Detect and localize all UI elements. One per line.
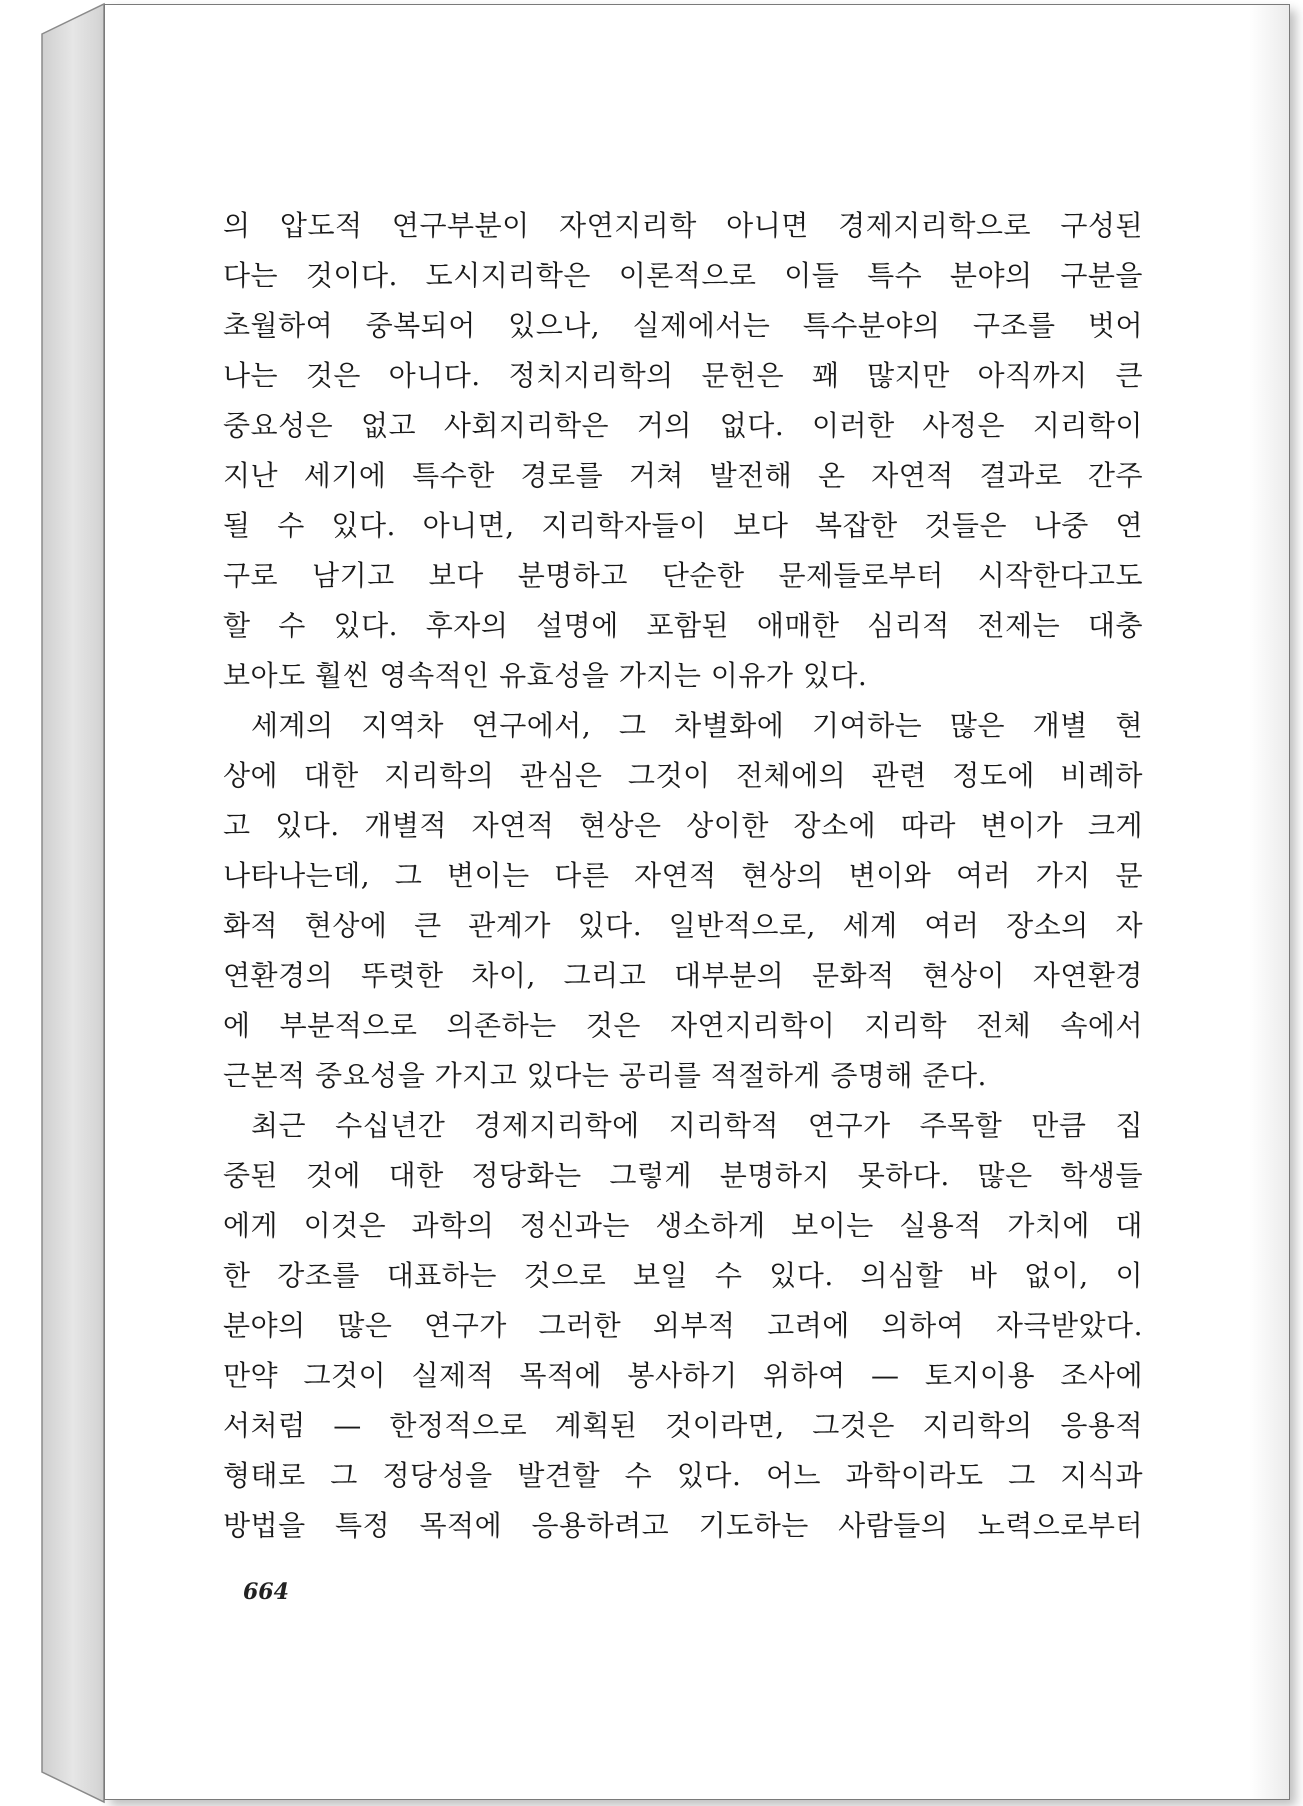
text-line: 화적 현상에 큰 관계가 있다. 일반적으로, 세계 여러 장소의 자 — [223, 909, 1143, 942]
text-line: 보아도 훨씬 영속적인 유효성을 가지는 이유가 있다. — [223, 659, 868, 692]
paragraph — [223, 701, 1143, 1101]
text-line: 만약 그것이 실제적 목적에 봉사하기 위하여 — 토지이용 조사에 — [223, 1359, 1143, 1392]
text-line: 근본적 중요성을 가지고 있다는 공리를 적절하게 증명해 준다. — [223, 1059, 987, 1092]
text-line: 에 부분적으로 의존하는 것은 자연지리학이 지리학 전체 속에서 — [223, 1009, 1143, 1042]
text-line: 상에 대한 지리학의 관심은 그것이 전체에의 관련 정도에 비례하 — [223, 759, 1143, 792]
text-line: 의 압도적 연구부분이 자연지리학 아니면 경제지리학으로 구성된 — [223, 209, 1143, 242]
book-spine — [40, 0, 106, 1806]
text-line: 나는 것은 아니다. 정치지리학의 문헌은 꽤 많지만 아직까지 큰 — [223, 359, 1143, 392]
book-page — [104, 4, 1290, 1800]
text-line: 한 강조를 대표하는 것으로 보일 수 있다. 의심할 바 없이, 이 — [223, 1259, 1143, 1292]
text-line: 고 있다. 개별적 자연적 현상은 상이한 장소에 따라 변이가 크게 — [223, 809, 1143, 842]
paragraph — [223, 201, 1143, 701]
page-number: 664 — [243, 1579, 289, 1605]
text-line: 초월하여 중복되어 있으나, 실제에서는 특수분야의 구조를 벗어 — [223, 309, 1143, 342]
text-line: 지난 세기에 특수한 경로를 거쳐 발전해 온 자연적 결과로 간주 — [223, 459, 1143, 492]
text-line: 중요성은 없고 사회지리학은 거의 없다. 이러한 사정은 지리학이 — [223, 409, 1143, 442]
text-line: 나타나는데, 그 변이는 다른 자연적 현상의 변이와 여러 가지 문 — [223, 859, 1143, 892]
text-line: 분야의 많은 연구가 그러한 외부적 고려에 의하여 자극받았다. — [223, 1309, 1143, 1342]
text-line: 에게 이것은 과학의 정신과는 생소하게 보이는 실용적 가치에 대 — [223, 1209, 1143, 1242]
text-line: 형태로 그 정당성을 발견할 수 있다. 어느 과학이라도 그 지식과 — [223, 1459, 1143, 1492]
text-line: 중된 것에 대한 정당화는 그렇게 분명하지 못하다. 많은 학생들 — [223, 1159, 1143, 1192]
page-edge-shadow — [1249, 5, 1289, 1799]
text-line: 연환경의 뚜렷한 차이, 그리고 대부분의 문화적 현상이 자연환경 — [223, 959, 1143, 992]
text-line: 최근 수십년간 경제지리학에 지리학적 연구가 주목할 만큼 집 — [251, 1109, 1143, 1142]
text-line: 다는 것이다. 도시지리학은 이론적으로 이들 특수 분야의 구분을 — [223, 259, 1143, 292]
text-line: 방법을 특정 목적에 응용하려고 기도하는 사람들의 노력으로부터 — [223, 1509, 1143, 1542]
text-line: 서처럼 — 한정적으로 계획된 것이라면, 그것은 지리학의 응용적 — [223, 1409, 1143, 1442]
book-spine-graphic — [40, 0, 106, 1806]
text-line: 구로 남기고 보다 분명하고 단순한 문제들로부터 시작한다고도 — [223, 559, 1143, 592]
paragraph — [223, 1101, 1143, 1551]
text-line: 될 수 있다. 아니면, 지리학자들이 보다 복잡한 것들은 나중 연 — [223, 509, 1143, 542]
body-text — [223, 201, 1143, 1551]
text-line: 할 수 있다. 후자의 설명에 포함된 애매한 심리적 전제는 대충 — [223, 609, 1143, 642]
text-line: 세계의 지역차 연구에서, 그 차별화에 기여하는 많은 개별 현 — [251, 709, 1143, 742]
